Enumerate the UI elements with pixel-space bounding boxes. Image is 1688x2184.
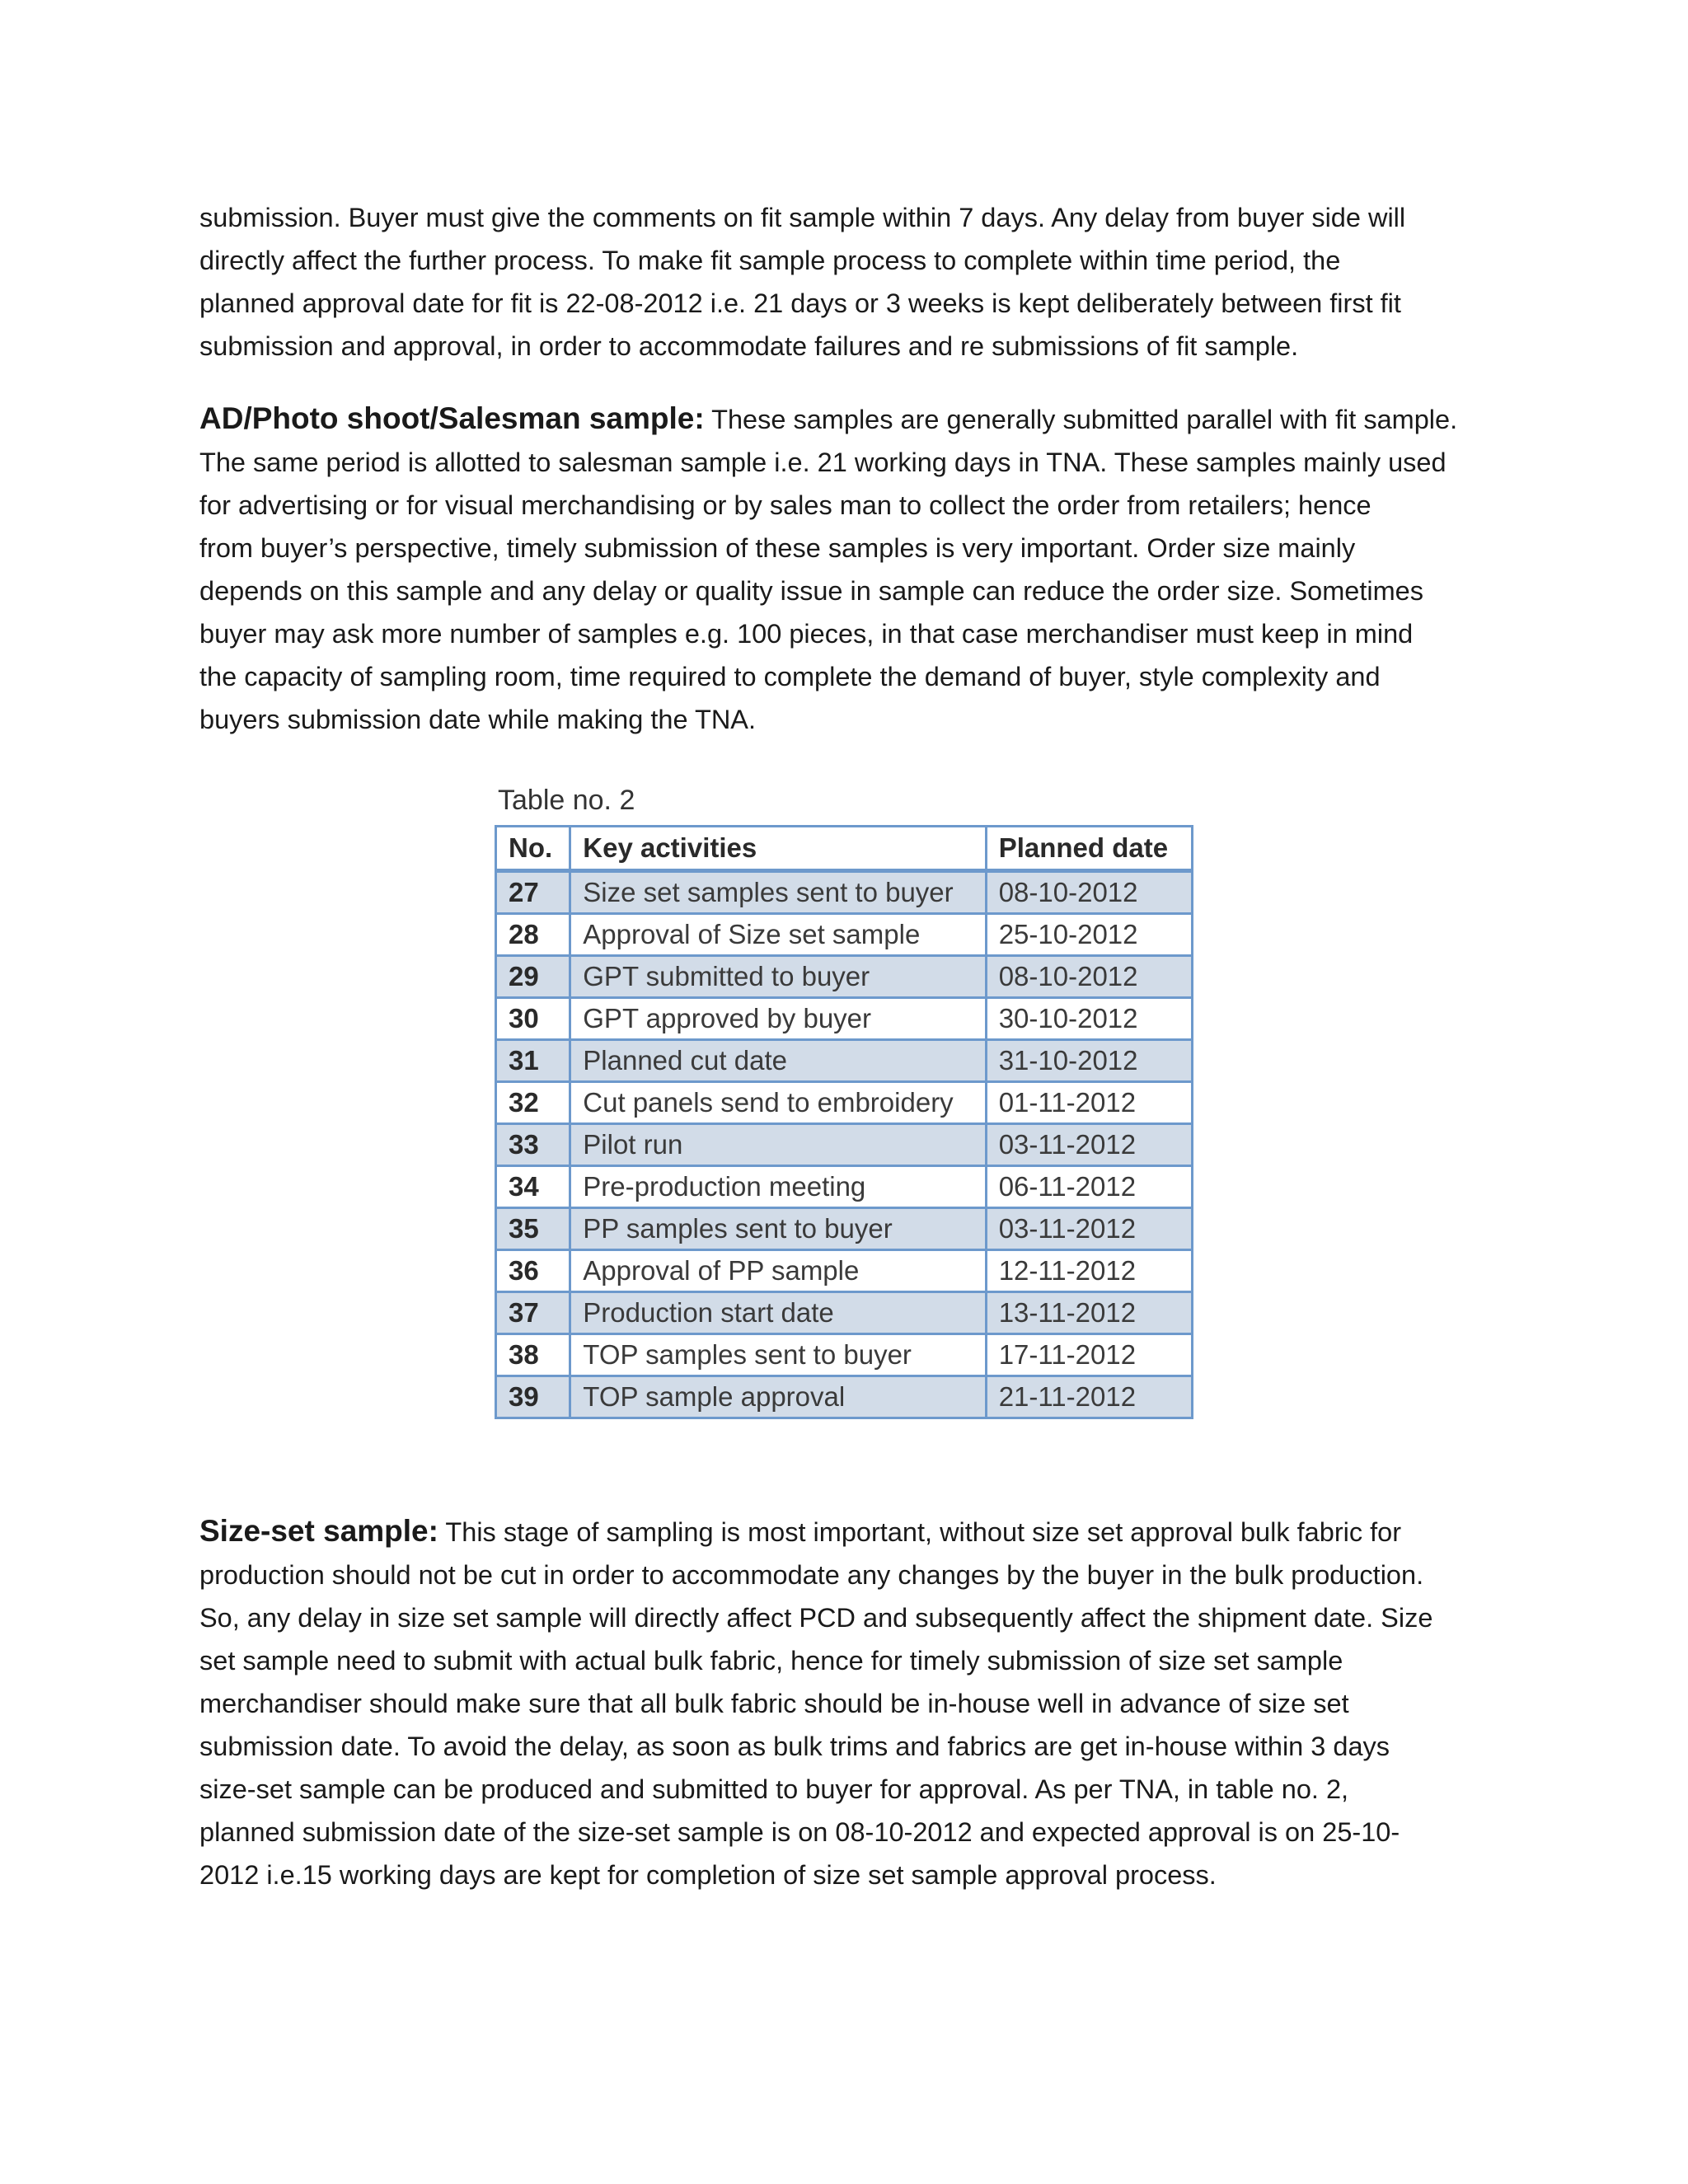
cell-activity: GPT submitted to buyer bbox=[570, 956, 986, 998]
text-line: production should not be cut in order to accommodate any changes by the buyer in the bulk production. bbox=[199, 1560, 1424, 1590]
cell-date: 17-11-2012 bbox=[986, 1334, 1192, 1376]
cell-date: 01-11-2012 bbox=[986, 1082, 1192, 1124]
cell-no: 29 bbox=[496, 956, 570, 998]
text-line bbox=[199, 397, 1502, 441]
tna-table bbox=[495, 825, 1193, 1419]
cell-date: 08-10-2012 bbox=[986, 871, 1192, 914]
cell-activity: Approval of Size set sample bbox=[570, 914, 986, 956]
cell-date: 08-10-2012 bbox=[986, 956, 1192, 998]
table-row bbox=[496, 914, 1193, 956]
table-row bbox=[496, 1376, 1193, 1418]
table-row bbox=[496, 1334, 1193, 1376]
table-row bbox=[496, 1040, 1193, 1082]
text-line: buyers submission date while making the TNA. bbox=[199, 705, 756, 734]
text-line: directly affect the further process. To make fit sample process to complete within time period, the bbox=[199, 246, 1341, 275]
cell-no: 30 bbox=[496, 998, 570, 1040]
text-line: planned approval date for fit is 22-08-2012 i.e. 21 days or 3 weeks is kept deliberately between first fit bbox=[199, 288, 1401, 318]
cell-no: 35 bbox=[496, 1208, 570, 1250]
cell-date: 03-11-2012 bbox=[986, 1124, 1192, 1166]
cell-date: 12-11-2012 bbox=[986, 1250, 1192, 1292]
paragraph-size-set-sample bbox=[199, 1510, 1502, 1896]
table-row bbox=[496, 956, 1193, 998]
text-line bbox=[199, 1510, 1502, 1554]
text-fragment: These samples are generally submitted parallel with fit sample. bbox=[704, 405, 1458, 434]
cell-date: 06-11-2012 bbox=[986, 1166, 1192, 1208]
text-line: set sample need to submit with actual bulk fabric, hence for timely submission of size set sample bbox=[199, 1646, 1343, 1675]
cell-activity: Approval of PP sample bbox=[570, 1250, 986, 1292]
text-line: planned submission date of the size-set sample is on 08-10-2012 and expected approval is on 25-10- bbox=[199, 1817, 1400, 1847]
column-header-planned-date: Planned date bbox=[986, 827, 1192, 871]
text-line: the capacity of sampling room, time required to complete the demand of buyer, style complexity and bbox=[199, 662, 1381, 691]
cell-date: 21-11-2012 bbox=[986, 1376, 1192, 1418]
paragraph-fit-sample bbox=[199, 196, 1502, 368]
text-line: from buyer’s perspective, timely submission of these samples is very important. Order size mainly bbox=[199, 533, 1356, 563]
text-line: The same period is allotted to salesman sample i.e. 21 working days in TNA. These samples mainly used bbox=[199, 448, 1447, 477]
column-header-no: No. bbox=[496, 827, 570, 871]
cell-no: 28 bbox=[496, 914, 570, 956]
cell-no: 31 bbox=[496, 1040, 570, 1082]
cell-activity: Size set samples sent to buyer bbox=[570, 871, 986, 914]
text-line: size-set sample can be produced and submitted to buyer for approval. As per TNA, in table no. 2, bbox=[199, 1774, 1349, 1804]
table-row bbox=[496, 998, 1193, 1040]
table-row bbox=[496, 871, 1193, 914]
cell-no: 27 bbox=[496, 871, 570, 914]
table-figure bbox=[495, 779, 1195, 1419]
table-row bbox=[496, 1208, 1193, 1250]
text-line: submission and approval, in order to accommodate failures and re submissions of fit sample. bbox=[199, 331, 1299, 361]
cell-activity: GPT approved by buyer bbox=[570, 998, 986, 1040]
text-line: merchandiser should make sure that all bulk fabric should be in-house well in advance of size set bbox=[199, 1689, 1349, 1718]
column-header-key-activities: Key activities bbox=[570, 827, 986, 871]
text-line: submission date. To avoid the delay, as soon as bulk trims and fabrics are get in-house within 3 days bbox=[199, 1732, 1390, 1761]
text-fragment: This stage of sampling is most important, without size set approval bulk fabric for bbox=[438, 1517, 1402, 1547]
cell-activity: TOP samples sent to buyer bbox=[570, 1334, 986, 1376]
cell-date: 31-10-2012 bbox=[986, 1040, 1192, 1082]
table-row bbox=[496, 1124, 1193, 1166]
text-line: for advertising or for visual merchandising or by sales man to collect the order from retailers; hence bbox=[199, 490, 1372, 520]
cell-date: 13-11-2012 bbox=[986, 1292, 1192, 1334]
table-header-row bbox=[496, 827, 1193, 871]
text-line: depends on this sample and any delay or quality issue in sample can reduce the order size. Sometimes bbox=[199, 576, 1423, 606]
section-heading-size-set-sample: Size-set sample: bbox=[199, 1514, 438, 1548]
cell-activity: Pilot run bbox=[570, 1124, 986, 1166]
cell-date: 03-11-2012 bbox=[986, 1208, 1192, 1250]
cell-no: 36 bbox=[496, 1250, 570, 1292]
cell-date: 30-10-2012 bbox=[986, 998, 1192, 1040]
cell-no: 32 bbox=[496, 1082, 570, 1124]
cell-activity: PP samples sent to buyer bbox=[570, 1208, 986, 1250]
cell-date: 25-10-2012 bbox=[986, 914, 1192, 956]
cell-no: 39 bbox=[496, 1376, 570, 1418]
cell-no: 37 bbox=[496, 1292, 570, 1334]
cell-activity: Production start date bbox=[570, 1292, 986, 1334]
text-line: buyer may ask more number of samples e.g. 100 pieces, in that case merchandiser must keep in mind bbox=[199, 619, 1414, 649]
cell-activity: Cut panels send to embroidery bbox=[570, 1082, 986, 1124]
text-line: submission. Buyer must give the comments on fit sample within 7 days. Any delay from buyer side will bbox=[199, 203, 1406, 232]
text-line: So, any delay in size set sample will directly affect PCD and subsequently affect the shipment date. Size bbox=[199, 1603, 1433, 1633]
cell-no: 34 bbox=[496, 1166, 570, 1208]
section-heading-salesman-sample: AD/Photo shoot/Salesman sample: bbox=[199, 401, 705, 435]
table-row bbox=[496, 1292, 1193, 1334]
cell-activity: Pre-production meeting bbox=[570, 1166, 986, 1208]
cell-activity: TOP sample approval bbox=[570, 1376, 986, 1418]
table-row bbox=[496, 1166, 1193, 1208]
cell-no: 33 bbox=[496, 1124, 570, 1166]
cell-no: 38 bbox=[496, 1334, 570, 1376]
paragraph-salesman-sample bbox=[199, 397, 1502, 741]
table-row bbox=[496, 1250, 1193, 1292]
table-row bbox=[496, 1082, 1193, 1124]
cell-activity: Planned cut date bbox=[570, 1040, 986, 1082]
table-caption: Table no. 2 bbox=[498, 785, 635, 816]
text-line: 2012 i.e.15 working days are kept for completion of size set sample approval process. bbox=[199, 1860, 1217, 1890]
